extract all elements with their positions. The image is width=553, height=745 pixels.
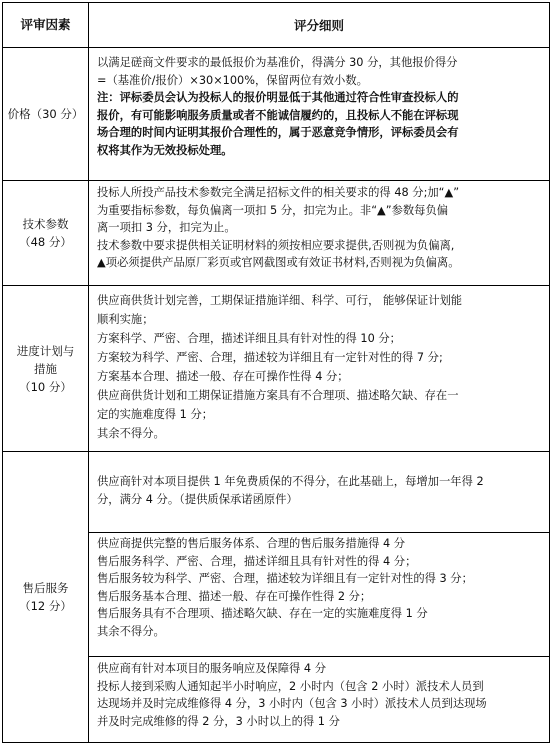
row-price (3, 48, 549, 181)
plan-label-line: （10 分） (19, 379, 72, 394)
service-system-block (89, 533, 549, 657)
rule-line: 方案较为科学、严密、合理，描述较为详细且有一定针对性的得 7 分; (97, 351, 443, 364)
rule-line: 为重要指标参数，每负偏离一项扣 5 分，扣完为止。非“▲”参数每负偏 (97, 203, 449, 217)
header-factor: 评审因素 (3, 3, 89, 47)
after-label-line: 售后服务 (22, 581, 69, 595)
rule-line: 供应商供货计划完善，工期保证措施详细、科学、可行， 能够保证计划能 (97, 294, 463, 307)
tech-rules (89, 181, 549, 285)
rule-line: 供应商供货计划和工期保证措施方案具有不合理项、描述略欠缺、存在一 (97, 389, 459, 402)
rule-line: 售后服务较为科学、严密、合理，描述较为详细且有一定针对性的得 3 分； (97, 572, 473, 585)
rule-line: 以满足磋商文件要求的最低报价为基准价，得满分 30 分，其他报价得分 (97, 56, 458, 69)
row-plan (3, 286, 549, 452)
rule-line: 并及时完成维修的得 2 分，3 小时以上的得 1 分 (97, 714, 340, 728)
rule-line: =（基准价/报价）×30×100%，保留两位有效小数。 (97, 73, 368, 87)
rule-line: 供应商提供完整的售后服务体系、合理的售后服务措施得 4 分 (97, 537, 406, 550)
table-header-row (3, 3, 549, 48)
tech-label-line: （48 分） (19, 235, 72, 249)
row-after-sales (3, 452, 549, 742)
row-tech (3, 181, 549, 286)
price-note-line: 权将其作为无效投标处理。 (97, 143, 233, 157)
price-label: 价格（30 分） (3, 48, 89, 180)
price-note-line: 报价，有可能影响服务质量或者不能诚信履约的，且投标人不能在评标现 (97, 108, 459, 122)
rule-line: 其余不得分。 (97, 427, 165, 440)
rule-line: 技术参数中要求提供相关证明材料的须按相应要求提供,否则视为负偏离, (97, 238, 455, 252)
rule-line: 顺利实施； (97, 313, 154, 326)
plan-label-line: 进度计划与 (16, 343, 75, 358)
rule-line: ▲项必须提供产品原厂彩页或官网截图或有效证书材料,否则视为负偏离。 (97, 256, 460, 269)
after-sales-rules (89, 452, 549, 742)
service-response-block (89, 657, 549, 742)
rule-line: 定的实施难度得 1 分； (97, 408, 214, 421)
rule-line: 方案科学、严密、合理，描述详细且具有针对性的得 10 分； (97, 332, 401, 345)
rule-line: 分，满分 4 分。（提供质保承诺函原件） (97, 492, 298, 506)
price-rules (89, 48, 549, 180)
rule-line: 离一项扣 3 分，扣完为止。 (97, 221, 236, 234)
rule-line: 其余不得分。 (97, 624, 165, 638)
after-label-line: （12 分） (19, 599, 72, 613)
header-rules: 评分细则 (293, 18, 344, 33)
price-note-line: 场合理的时间内证明其报价合理性的，属于恶意竞争情形，评标委员会有 (97, 126, 459, 139)
tech-label-line: 技术参数 (22, 217, 69, 231)
plan-rules (89, 286, 549, 451)
rule-line: 售后服务科学、严密、合理，描述详细且具有针对性的得 4 分； (97, 554, 417, 568)
warranty-block (89, 452, 549, 533)
tech-label (3, 181, 89, 285)
rule-line: 供应商有针对本项目的服务响应及保障得 4 分 (97, 662, 327, 675)
plan-label (3, 286, 89, 451)
plan-label-line: 措施 (34, 361, 57, 376)
rule-line: 达现场并及时完成维修得 4 分，3 小时内（包含 3 小时）派技术人员到达现场 (97, 697, 487, 710)
rule-line: 售后服务基本合理、描述一般、存在可操作性得 2 分； (97, 589, 372, 603)
price-note-line: 注：评标委员会认为投标人的报价明显低于其他通过符合性审查投标人的 (97, 91, 459, 104)
rule-line: 投标人所投产品技术参数完全满足招标文件的相关要求的得 48 分;加“▲” (97, 186, 460, 199)
after-sales-label (3, 452, 89, 742)
rule-line: 供应商针对本项目提供 1 年免费质保的不得分，在此基础上，每增加一年得 2 (97, 475, 484, 488)
rule-line: 方案基本合理、描述一般、存在可操作性得 4 分； (97, 370, 349, 383)
rule-line: 售后服务具有不合理项、描述略欠缺、存在一定的实施难度得 1 分 (97, 607, 428, 620)
scoring-table (2, 2, 550, 743)
rule-line: 投标人接到采购人通知起半小时响应，2 小时内（包含 2 小时）派技术人员到 (97, 679, 484, 693)
